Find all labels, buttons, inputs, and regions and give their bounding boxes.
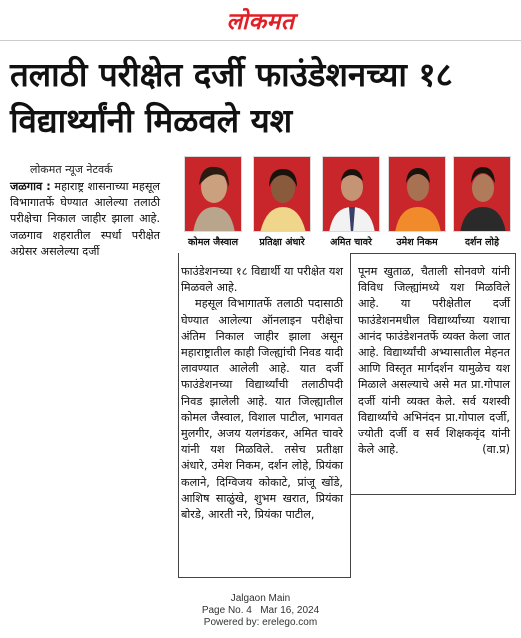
photo-amit [322,156,380,232]
masthead-divider [0,40,521,41]
caption-komal: कोमल जैस्वाल [187,237,239,248]
photo-darshan [453,156,511,232]
byline: लोकमत न्यूज नेटवर्क [30,163,113,176]
column1-text: महाराष्ट्र शासनाच्या महसूल विभागातर्फे घेण्यात आलेल्या तलाठी परीक्षेचा निकाल जाहीर झाला आहे. जळगाव शहरातील स्पर्धा परीक्षेत अग्रेसर असलेल्या दर्जी [10,180,161,258]
footer-powered: Powered by: erelego.com [203,617,318,628]
caption-amit: अमित चावरे [330,237,372,248]
dateline: जळगाव : [10,180,51,193]
agency-credit: (वा.प्र) [482,443,510,457]
photo-umesh [388,156,446,232]
photo-pratiksha [253,156,311,232]
column-rule-middle [350,253,351,578]
photo-komal [184,156,242,232]
column-rule-bottom-right [350,494,516,495]
footer-page: Page No. 4 [201,605,252,616]
article-column-2 [181,264,343,523]
caption-umesh: उमेश निकम [396,237,438,248]
article-column-1 [10,179,160,260]
column-rule-left [178,253,179,578]
article-column-3 [358,264,510,458]
photo-strip [181,156,512,248]
column-rule-right [515,253,516,495]
masthead-logo: लोकमत [226,8,295,35]
page-footer [0,593,521,629]
column2-paragraph-2: महसूल विभागातर्फे तलाठी पदासाठी घेण्यात आलेल्या ऑनलाइन परीक्षेचा अंतिम निकाल जाहीर झाला असून महाराष्ट्रातील काही जिल्ह्यांची निवड यादी लावण्यात आलेली आहे. यात दर्जी फाउंडेशनच्या विद्यार्थ्यांची तलाठीपदी निवड झालेली आहे. यात जिल्ह्यातील कोमल जैस्वाल, विशाल पाटील, भागवत मुलगीर, अजय यलगंडकर, अमित चावरे यांनी यश मिळविले. तसेच प्रतीक्षा अंधारे, उमेश निकम, दर्शन लोहे, प्रियंका कलाने, दिग्विजय कोकाटे, प्रांजू खोंडे, आशिष साळुंखे, शुभम खरात, प्रियंका बोरडे, आरती नरे, प्रियंका पाटील, [181,297,343,522]
column-rule-top-right [350,253,516,254]
footer-edition: Jalgaon Main [230,593,291,604]
caption-pratiksha: प्रतिक्षा अंधारे [259,237,305,248]
footer-page-date [0,605,521,617]
footer-date: Mar 16, 2024 [260,605,320,616]
column-rule-bottom [178,577,350,578]
column2-paragraph-1: फाउंडेशनच्या १८ विद्यार्थी या परीक्षेत यश मिळवले आहे. [181,265,343,295]
column3-paragraph-1: पूनम खुताळ, चैताली सोनवणे यांनी विविध जिल्ह्यांमध्ये यश मिळविले आहे. या परीक्षेतील दर्जी फाउंडेशनमधील विद्यार्थ्यांच्या यशाचा आनंद फाउंडेशनतर्फे व्यक्त केला जात आहे. विद्यार्थ्यांची अभ्यासातील मेहनत आणि विस्तृत मार्गदर्शन यामुळेच यश मिळाले असल्याचे असे मत प्रा.गोपाल दर्जी यांनी व्यक्त केले. सर्व यशस्वी विद्यार्थ्यांचे अभिनंदन प्रा.गोपाल दर्जी, ज्योती दर्जी व सर्व शिक्षकवृंद यांनी केले आहे. [358,265,510,457]
article-headline: तलाठी परीक्षेत दर्जी फाउंडेशनच्या १८ विद्यार्थ्यांनी मिळवले यश [10,55,453,140]
caption-darshan: दर्शन लोहे [464,237,500,248]
